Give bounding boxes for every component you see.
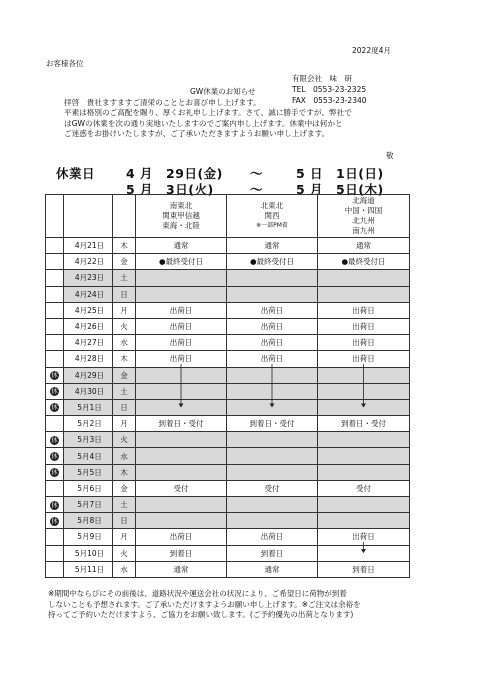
holiday-mark-icon: 休	[51, 387, 58, 396]
status-cell: 出荷日	[318, 302, 410, 318]
closing-mark: 敬	[386, 151, 394, 160]
holiday-mark-icon: 休	[51, 500, 58, 509]
holiday-range1-from: 4 月 29日(金)	[126, 166, 223, 181]
down-arrow-icon	[179, 403, 184, 407]
note-line: しないことも予想されます。ご了承いただけますようお願い申し上げます。※ご注文は余裕を	[48, 599, 361, 609]
note-line: 持ってご予約いただけますよう、ご協力をお願い致します。(ご予約優先の出荷となります)	[48, 610, 354, 619]
date-cell: 4月21日	[64, 238, 113, 254]
weekday-cell: 月	[113, 302, 136, 318]
status-cell: 通常	[227, 238, 318, 254]
recipient: お客様各位	[46, 59, 84, 68]
region-line: 関東甲信越	[162, 211, 200, 220]
status-cell: 出荷日	[318, 529, 410, 545]
weekday-cell: 水	[113, 448, 136, 464]
region-line: 中国・四国	[344, 206, 383, 215]
region-sub-note: ※一部PM着	[256, 222, 288, 229]
status-cell: 受付	[136, 480, 227, 496]
date-cell: 4月26日	[64, 318, 113, 334]
company-name: 有限会社 味 研	[292, 74, 352, 83]
status-cell: 出荷日	[136, 351, 227, 367]
holiday-range2-from: 5 月 3日(火)	[126, 182, 214, 197]
weekday-cell: 金	[113, 480, 136, 496]
status-cell: ●最終受付日	[227, 254, 318, 270]
holiday-mark-icon: 休	[51, 371, 58, 380]
status-cell: 受付	[227, 480, 318, 496]
status-cell: 到着日	[227, 545, 318, 561]
status-cell: 出荷日	[227, 318, 318, 334]
status-cell: 通常	[136, 561, 227, 577]
status-cell: 出荷日	[136, 529, 227, 545]
weekday-cell: 土	[113, 383, 136, 399]
date-cell: 4月24日	[64, 286, 113, 302]
status-cell: 到着日・受付	[136, 416, 227, 432]
date-cell: 5月3日	[64, 432, 113, 448]
status-cell: ●最終受付日	[136, 254, 227, 270]
status-cell: 到着日	[136, 545, 227, 561]
greeting-line: 平素は格別のご高配を賜り、厚くお礼申し上げます。さて、誠に勝手ですが、弊社で	[64, 108, 352, 118]
region-line: 関西	[264, 211, 280, 220]
holiday-range2-to: 5 月 5日(木)	[296, 182, 384, 197]
status-cell: 出荷日	[227, 335, 318, 351]
holiday-mark-icon: 休	[51, 468, 58, 477]
status-cell: 出荷日	[227, 302, 318, 318]
weekday-cell: 火	[113, 545, 136, 561]
greeting-line: 拝啓 貴社ますますご清栄のこととお喜び申し上げます。	[64, 98, 261, 107]
holiday-range1-to: 5 日 1日(日)	[296, 166, 384, 181]
date-cell: 5月2日	[64, 416, 113, 432]
status-cell: 到着日・受付	[318, 416, 410, 432]
weekday-cell: 水	[113, 561, 136, 577]
date-cell: 4月25日	[64, 302, 113, 318]
status-cell: 到着日・受付	[227, 416, 318, 432]
weekday-cell: 日	[113, 286, 136, 302]
holiday-mark-icon: 休	[51, 435, 58, 444]
region-line: 北九州	[352, 216, 375, 225]
status-cell: 出荷日	[136, 302, 227, 318]
region-line: 東海・北陸	[162, 221, 200, 230]
weekday-cell: 火	[113, 318, 136, 334]
date-cell: 4月29日	[64, 367, 113, 383]
region-line: 北海道	[352, 196, 375, 205]
weekday-cell: 月	[113, 416, 136, 432]
date-cell: 4月28日	[64, 351, 113, 367]
holiday-mark-icon: 休	[51, 516, 58, 525]
date-cell: 5月9日	[64, 529, 113, 545]
notice-date: 2022度4月	[352, 46, 391, 55]
holiday-mark-icon: 休	[51, 403, 58, 412]
weekday-cell: 火	[113, 432, 136, 448]
weekday-cell: 月	[113, 529, 136, 545]
date-cell: 5月7日	[64, 497, 113, 513]
status-cell: 通常	[136, 238, 227, 254]
region-line: 南東北	[169, 201, 193, 210]
greeting-line: はGWの休業を次の通り実地いたしますのでご案内申し上げます。休業中は何かと	[64, 118, 343, 128]
weekday-cell: 木	[113, 351, 136, 367]
down-arrow-icon	[361, 403, 366, 407]
company-tel: TEL 0553-23-2325	[292, 85, 367, 94]
company-fax: FAX 0553-23-2340	[292, 96, 367, 105]
status-cell: 出荷日	[136, 335, 227, 351]
status-cell: 出荷日	[136, 318, 227, 334]
weekday-cell: 木	[113, 238, 136, 254]
status-cell: 出荷日	[227, 529, 318, 545]
holiday-tilde: ～	[250, 166, 264, 181]
date-cell: 5月4日	[64, 448, 113, 464]
status-cell: 出荷日	[318, 351, 410, 367]
weekday-cell: 土	[113, 270, 136, 286]
down-arrow-icon	[361, 549, 366, 553]
status-cell: 出荷日	[318, 335, 410, 351]
date-cell: 4月27日	[64, 335, 113, 351]
status-cell: 通常	[318, 238, 410, 254]
date-cell: 4月23日	[64, 270, 113, 286]
date-cell: 5月10日	[64, 545, 113, 561]
note-line: ※期間中ならびにその前後は、道路状況や運送会社の状況により、ご希望日に荷物が到着	[48, 589, 347, 598]
date-cell: 5月6日	[64, 480, 113, 496]
page-title: GW休業のお知らせ	[190, 87, 256, 96]
region-line: 北東北	[260, 201, 284, 210]
holiday-tilde: ～	[250, 182, 264, 197]
holiday-label: 休業日	[56, 166, 96, 181]
weekday-cell: 日	[113, 399, 136, 415]
date-cell: 5月1日	[64, 399, 113, 415]
weekday-cell: 金	[113, 367, 136, 383]
status-cell: 受付	[318, 480, 410, 496]
weekday-cell: 日	[113, 513, 136, 529]
holiday-mark-icon: 休	[51, 452, 58, 461]
region-line: 南九州	[352, 226, 375, 235]
status-cell: ●最終受付日	[318, 254, 410, 270]
weekday-cell: 水	[113, 335, 136, 351]
date-cell: 4月22日	[64, 254, 113, 270]
date-cell: 5月5日	[64, 464, 113, 480]
weekday-cell: 木	[113, 464, 136, 480]
status-cell: 出荷日	[227, 351, 318, 367]
status-cell: 通常	[227, 561, 318, 577]
date-cell: 4月30日	[64, 383, 113, 399]
greeting-line: ご迷惑をお掛けいたしますが、ご了承いただきますようお願い申し上げます。	[64, 129, 330, 139]
weekday-cell: 土	[113, 497, 136, 513]
date-cell: 5月11日	[64, 561, 113, 577]
down-arrow-icon	[270, 403, 275, 407]
status-cell: 到着日	[318, 561, 410, 577]
date-cell: 5月8日	[64, 513, 113, 529]
weekday-cell: 金	[113, 254, 136, 270]
footer-notes	[48, 589, 428, 621]
status-cell: 出荷日	[318, 318, 410, 334]
